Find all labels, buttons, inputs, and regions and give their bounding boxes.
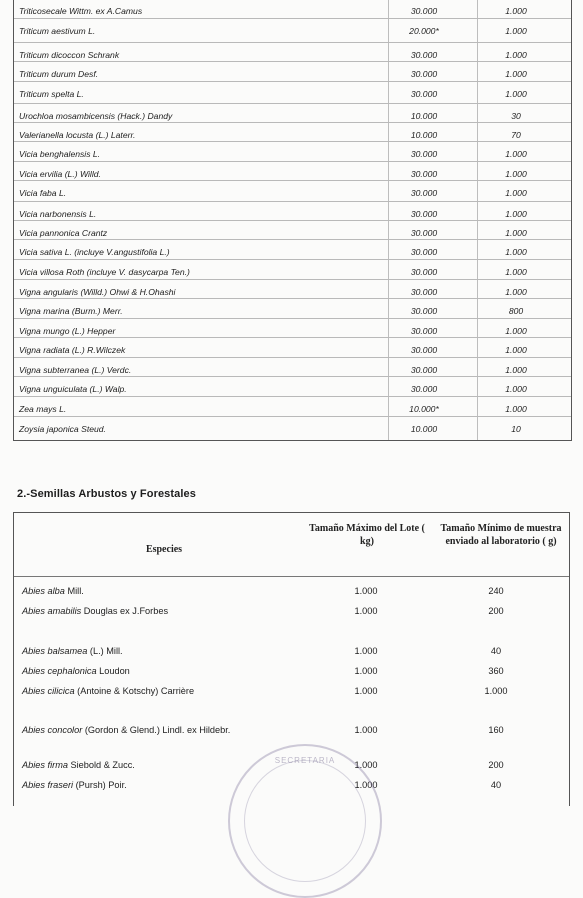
table-row — [14, 397, 571, 417]
species-name: Vigna angularis (Willd.) Ohwi & H.Ohashi — [19, 287, 176, 297]
max-lot-size: 30.000 — [410, 209, 438, 219]
species-genus: Abies cilicica — [22, 686, 75, 696]
table-row — [14, 62, 571, 82]
table-row — [14, 319, 571, 338]
max-lot-size: 1.000 — [354, 686, 378, 696]
table-row — [14, 43, 571, 62]
max-lot-size: 30.000 — [410, 6, 438, 16]
min-sample-size: 800 — [508, 306, 524, 316]
min-sample-size: 70 — [511, 130, 521, 140]
min-sample-size: 10 — [511, 424, 521, 434]
species-name: Triticum durum Desf. — [19, 69, 99, 79]
table-row — [14, 775, 569, 795]
species-name: Vicia ervilia (L.) Willd. — [19, 169, 101, 179]
header-min-sample-size: Tamaño Mínimo de muestra enviado al laboratorio ( g) — [440, 523, 562, 547]
table-row — [14, 681, 569, 701]
header-divider — [14, 576, 569, 577]
table-row — [14, 104, 571, 123]
species-name: Vigna unguiculata (L.) Walp. — [19, 384, 127, 394]
min-sample-size: 200 — [488, 760, 504, 770]
species-author: Loudon — [96, 666, 130, 676]
max-lot-size: 30.000 — [410, 306, 438, 316]
shrubs-forest-table — [13, 512, 570, 806]
min-sample-size: 1.000 — [505, 89, 527, 99]
species-name: Vigna marina (Burm.) Merr. — [19, 306, 123, 316]
table-row — [14, 581, 569, 601]
stamp-text: SECRETARIA — [274, 756, 336, 765]
min-sample-size: 1.000 — [505, 365, 527, 375]
table-row — [14, 260, 571, 280]
max-lot-size: 30.000 — [410, 384, 438, 394]
species-name: Vicia villosa Roth (incluye V. dasycarpa Ten.) — [19, 267, 190, 277]
min-sample-size: 1.000 — [505, 384, 527, 394]
max-lot-size: 30.000 — [410, 50, 438, 60]
table-row — [14, 601, 569, 621]
table-row — [14, 240, 571, 260]
species-genus: Abies fraseri — [22, 780, 74, 790]
table-row — [14, 123, 571, 142]
species-name — [22, 581, 84, 601]
max-lot-size: 30.000 — [410, 69, 438, 79]
species-genus: Abies alba — [22, 586, 65, 596]
species-name: Triticum spelta L. — [19, 89, 84, 99]
max-lot-size: 10.000 — [410, 111, 438, 121]
table-row — [14, 338, 571, 358]
header-species: Especies — [145, 544, 183, 555]
min-sample-size: 30 — [511, 111, 521, 121]
species-author: (L.) Mill. — [87, 646, 123, 656]
species-name — [22, 661, 130, 681]
species-name — [22, 601, 168, 621]
species-name: Vicia benghalensis L. — [19, 149, 101, 159]
min-sample-size: 1.000 — [505, 247, 527, 257]
species-genus: Abies firma — [22, 760, 68, 770]
species-name: Urochloa mosambicensis (Hack.) Dandy — [19, 111, 173, 121]
min-sample-size: 240 — [488, 586, 504, 596]
table-row — [14, 661, 569, 681]
min-sample-size: 1.000 — [505, 267, 527, 277]
max-lot-size: 1.000 — [354, 646, 378, 656]
species-name: Triticum dicoccon Schrank — [19, 50, 120, 60]
min-sample-size: 1.000 — [484, 686, 508, 696]
table-row — [14, 755, 569, 775]
species-name — [22, 775, 127, 795]
table-row — [14, 417, 571, 439]
table-row — [14, 641, 569, 661]
species-table-continued — [13, 0, 572, 441]
min-sample-size: 1.000 — [505, 345, 527, 355]
table-row — [14, 19, 571, 43]
species-author: Douglas ex J.Forbes — [81, 606, 169, 616]
min-sample-size: 1.000 — [505, 404, 527, 414]
species-name: Vicia faba L. — [19, 188, 67, 198]
species-name: Vicia sativa L. (incluye V.angustifolia L.) — [19, 247, 170, 257]
species-genus: Abies cephalonica — [22, 666, 97, 676]
species-name — [22, 755, 135, 775]
min-sample-size: 1.000 — [505, 6, 527, 16]
max-lot-size: 30.000 — [410, 149, 438, 159]
max-lot-size: 1.000 — [354, 780, 378, 790]
min-sample-size: 1.000 — [505, 69, 527, 79]
table-row — [14, 299, 571, 319]
species-name: Vicia pannonica Crantz — [19, 228, 108, 238]
min-sample-size: 200 — [488, 606, 504, 616]
species-name: Vigna mungo (L.) Hepper — [19, 326, 116, 336]
min-sample-size: 160 — [488, 725, 504, 735]
species-name: Vigna subterranea (L.) Verdc. — [19, 365, 132, 375]
table-row — [14, 142, 571, 162]
max-lot-size: 30.000 — [410, 326, 438, 336]
min-sample-size: 1.000 — [505, 209, 527, 219]
max-lot-size: 10.000 — [410, 130, 438, 140]
species-name: Zoysia japonica Steud. — [19, 424, 106, 434]
max-lot-size: 30.000 — [410, 188, 438, 198]
max-lot-size: 30.000 — [410, 287, 438, 297]
min-sample-size: 1.000 — [505, 149, 527, 159]
max-lot-size: 30.000 — [410, 89, 438, 99]
max-lot-size: 20.000* — [409, 26, 439, 36]
species-name — [22, 641, 123, 661]
min-sample-size: 1.000 — [505, 26, 527, 36]
species-author: (Pursh) Poir. — [73, 780, 127, 790]
table-row — [14, 202, 571, 221]
species-name: Valerianella locusta (L.) Laterr. — [19, 130, 136, 140]
table-row — [14, 280, 571, 299]
section-heading: 2.-Semillas Arbustos y Forestales — [17, 488, 196, 500]
table-row — [14, 181, 571, 202]
table-row — [14, 358, 571, 377]
max-lot-size: 10.000* — [409, 404, 439, 414]
species-genus: Abies amabilis — [22, 606, 82, 616]
max-lot-size: 30.000 — [410, 365, 438, 375]
table-row — [14, 0, 571, 19]
species-name — [22, 720, 230, 740]
max-lot-size: 1.000 — [354, 586, 378, 596]
max-lot-size: 30.000 — [410, 267, 438, 277]
min-sample-size: 1.000 — [505, 188, 527, 198]
max-lot-size: 1.000 — [354, 760, 378, 770]
max-lot-size: 1.000 — [354, 606, 378, 616]
max-lot-size: 30.000 — [410, 228, 438, 238]
min-sample-size: 1.000 — [505, 326, 527, 336]
header-max-lot-size: Tamaño Máximo del Lote ( kg) — [309, 523, 425, 547]
min-sample-size: 1.000 — [505, 287, 527, 297]
table-row — [14, 720, 569, 740]
table-row — [14, 377, 571, 397]
species-genus: Abies concolor — [22, 725, 83, 735]
max-lot-size: 30.000 — [410, 169, 438, 179]
species-author: Siebold & Zucc. — [67, 760, 135, 770]
species-name: Vigna radiata (L.) R.Wilczek — [19, 345, 126, 355]
table-row — [14, 162, 571, 181]
max-lot-size: 1.000 — [354, 666, 378, 676]
min-sample-size: 1.000 — [505, 50, 527, 60]
species-name: Triticosecale Wittm. ex A.Camus — [19, 6, 143, 16]
min-sample-size: 40 — [490, 646, 502, 656]
species-author: (Gordon & Glend.) Lindl. ex Hildebr. — [82, 725, 231, 735]
max-lot-size: 10.000 — [410, 424, 438, 434]
species-name: Zea mays L. — [19, 404, 67, 414]
species-genus: Abies balsamea — [22, 646, 88, 656]
max-lot-size: 30.000 — [410, 247, 438, 257]
max-lot-size: 1.000 — [354, 725, 378, 735]
species-author: Mill. — [64, 586, 84, 596]
min-sample-size: 360 — [488, 666, 504, 676]
max-lot-size: 30.000 — [410, 345, 438, 355]
min-sample-size: 40 — [490, 780, 502, 790]
species-name: Vicia narbonensis L. — [19, 209, 97, 219]
min-sample-size: 1.000 — [505, 169, 527, 179]
species-name — [22, 681, 194, 701]
species-name: Triticum aestivum L. — [19, 26, 96, 36]
table-row — [14, 82, 571, 104]
min-sample-size: 1.000 — [505, 228, 527, 238]
species-author: (Antoine & Kotschy) Carrière — [74, 686, 195, 696]
table-row — [14, 221, 571, 240]
